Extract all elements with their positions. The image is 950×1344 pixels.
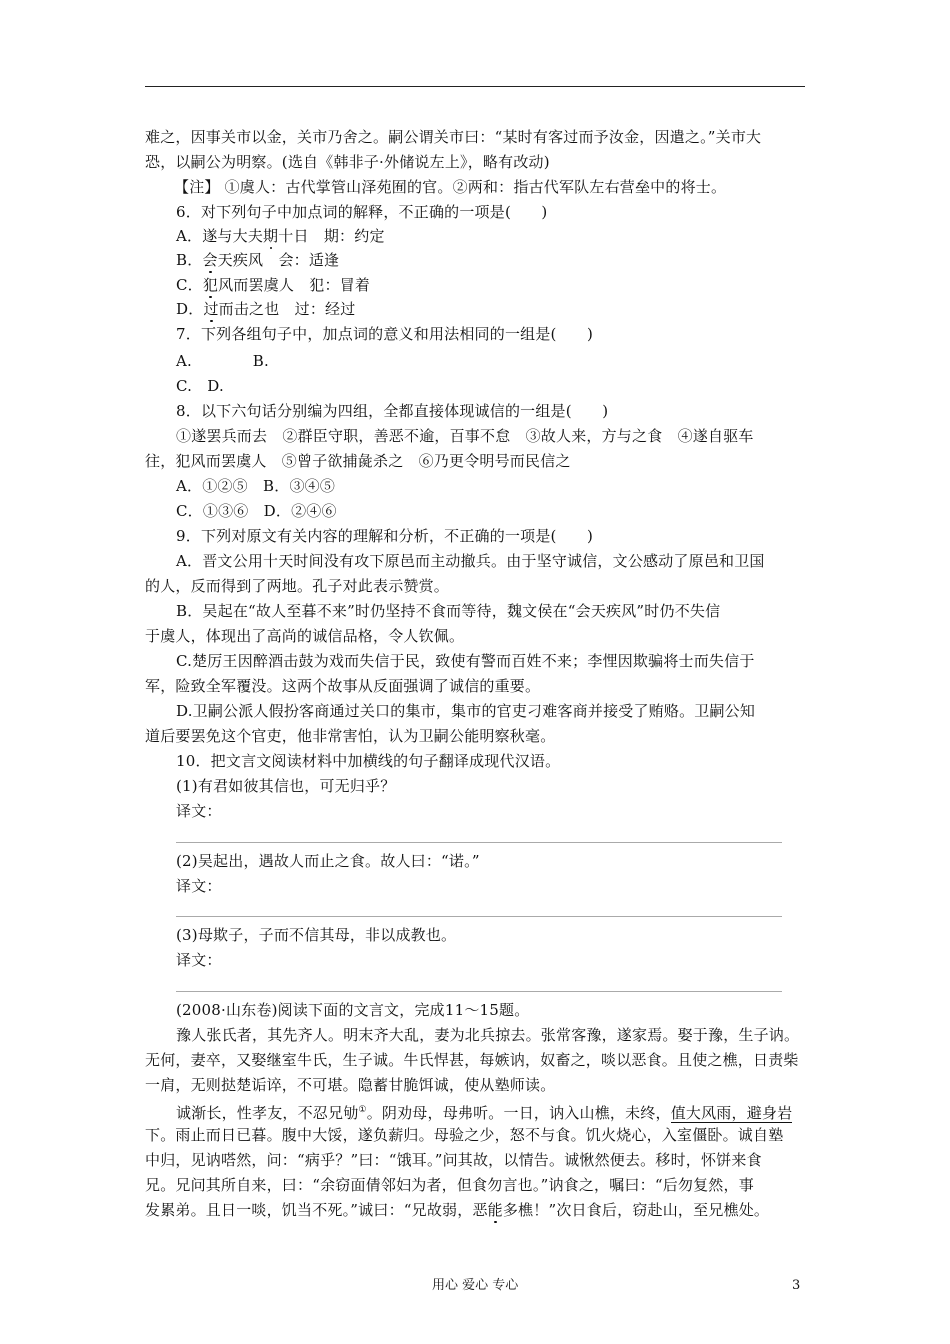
question-9-option-b: 于虞人，体现出了高尚的诚信品格，令人钦佩。 — [145, 627, 465, 645]
passage-line: 中归，见讷嗒然，问：“病乎？”曰：“饿耳。”问其故，以情告。诚愀然便去。移时，怀饼来食 — [145, 1151, 762, 1169]
question-7-stem: 7．下列各组句子中，加点词的意义和用法相同的一组是( ) — [176, 325, 594, 343]
translation-label: 译文： — [176, 951, 222, 969]
answer-line[interactable] — [176, 842, 782, 843]
question-8-options-ab: A．①②⑤ B．③④⑤ — [176, 477, 336, 495]
footer-motto: 用心 爱心 专心 — [432, 1278, 519, 1293]
passage-line: 诚渐长，性孝友，不忍兄劬①。阴劝母，母弗听。一日，讷入山樵，未终，值大风雨，避身岩 — [176, 1104, 793, 1122]
dotted-word: 过 — [203, 300, 219, 318]
question-6-option-a: A．遂与大夫期十日 期：约定 — [176, 227, 385, 245]
question-8-stem: 8．以下六句话分别编为四组，全都直接体现诚信的一组是( ) — [176, 402, 609, 420]
question-8-items: 往，犯风而罢虞人 ⑤曾子欲捕彘杀之 ⑥乃更令明号而民信之 — [145, 452, 571, 470]
question-10-stem: 10．把文言文阅读材料中加横线的句子翻译成现代汉语。 — [176, 752, 561, 770]
question-9-option-d: 道后要罢免这个官吏，他非常害怕，认为卫嗣公能明察秋毫。 — [145, 727, 556, 745]
question-6-stem: 6．对下列句子中加点词的解释，不正确的一项是( ) — [176, 203, 548, 221]
question-7-options-cd: C. D. — [176, 377, 224, 395]
question-9-option-a: 的人，反而得到了两地。孔子对此表示赞赏。 — [145, 577, 450, 595]
passage-intro: (2008·山东卷)阅读下面的文言文，完成11～15题。 — [176, 1001, 530, 1019]
question-10-sentence-1: (1)有君如彼其信也，可无归乎？ — [176, 777, 396, 795]
answer-line[interactable] — [176, 916, 782, 917]
passage-line: 难之，因事关市以金，关市乃舍之。嗣公谓关市曰：“某时有客过而予汝金，因遣之。”关市大 — [145, 128, 762, 146]
page-number: 3 — [792, 1278, 801, 1293]
question-6-option-c: C．犯风而罢虞人 犯：冒着 — [176, 276, 371, 294]
question-10-sentence-3: (3)母欺子，子而不信其母，非以成教也。 — [176, 926, 457, 944]
footnote-marker: ① — [358, 1105, 367, 1115]
annotation-note: 【注】 ①虞人：古代掌管山泽苑囿的官。②两和：指古代军队左右营垒中的将士。 — [174, 178, 727, 196]
passage-line: 无何，妻卒，又娶继室牛氏，生子诚。牛氏悍甚，每嫉讷，奴畜之，啖以恶食。且使之樵，日责柴 — [145, 1051, 799, 1069]
question-9-option-c: C.楚厉王因醉酒击鼓为戏而失信于民，致使有警而百姓不来；李悝因欺骗将士而失信于 — [176, 652, 755, 670]
passage-line: 豫人张氏者，其先齐人。明末齐大乱，妻为北兵掠去。张常客豫，遂家焉。娶于豫，生子讷。 — [176, 1026, 800, 1044]
question-9-stem: 9．下列对原文有关内容的理解和分析，不正确的一项是( ) — [176, 527, 594, 545]
question-9-option-b: B．吴起在“故人至暮不来”时仍坚持不食而等待，魏文侯在“会天疾风”时仍不失信 — [176, 602, 721, 620]
answer-line[interactable] — [176, 991, 782, 992]
question-9-option-a: A．晋文公用十天时间没有攻下原邑而主动撤兵。由于坚守诚信，文公感动了原邑和卫国 — [176, 552, 765, 570]
passage-line: 一肩，无则挞楚诟谇，不可堪。隐蓄甘脆饵诚，使从塾师读。 — [145, 1076, 556, 1094]
dotted-word: 能 — [487, 1201, 503, 1219]
passage-line: 兄。兄问其所自来，曰：“余窃面倩邻妇为者，但食勿言也。”讷食之，嘱曰：“后勿复然，事 — [145, 1176, 754, 1194]
header-rule — [145, 86, 805, 87]
question-10-sentence-2: (2)吴起出，遇故人而止之食。故人曰：“诺。” — [176, 852, 480, 870]
question-9-option-d: D.卫嗣公派人假扮客商通过关口的集市，集市的官吏刁难客商并接受了贿赂。卫嗣公知 — [176, 702, 756, 720]
question-8-options-cd: C．①③⑥ D．②④⑥ — [176, 502, 337, 520]
question-6-option-b: B．会天疾风 会：适逢 — [176, 251, 340, 269]
question-7-options-ab: A. B. — [176, 352, 269, 370]
underlined-sentence: 值大风雨，避身岩 — [670, 1104, 793, 1122]
dotted-word: 期 — [263, 227, 279, 245]
translation-label: 译文： — [176, 877, 222, 895]
passage-line: 恐，以嗣公为明察。(选自《韩非子·外储说左上》，略有改动) — [145, 153, 550, 171]
dotted-word: 会 — [202, 251, 218, 269]
passage-line: 发累弟。且日一啖，饥当不死。”诚曰：“兄故弱，恶能多樵！”次日食后，窃赴山，至兄樵处。 — [145, 1201, 770, 1219]
question-8-items: ①遂罢兵而去 ②群臣守职，善恶不逾，百事不怠 ③故人来，方与之食 ④遂自驱车 — [176, 427, 754, 445]
dotted-word: 犯 — [202, 276, 219, 294]
question-9-option-c: 军，险致全军覆没。这两个故事从反面强调了诚信的重要。 — [145, 677, 541, 695]
question-6-option-d: D．过而击之也 过：经过 — [176, 300, 356, 318]
passage-line: 下。雨止而日已暮。腹中大馁，遂负薪归。母验之少，怒不与食。饥火烧心，入室僵卧。诚自塾 — [145, 1126, 784, 1144]
translation-label: 译文： — [176, 802, 222, 820]
